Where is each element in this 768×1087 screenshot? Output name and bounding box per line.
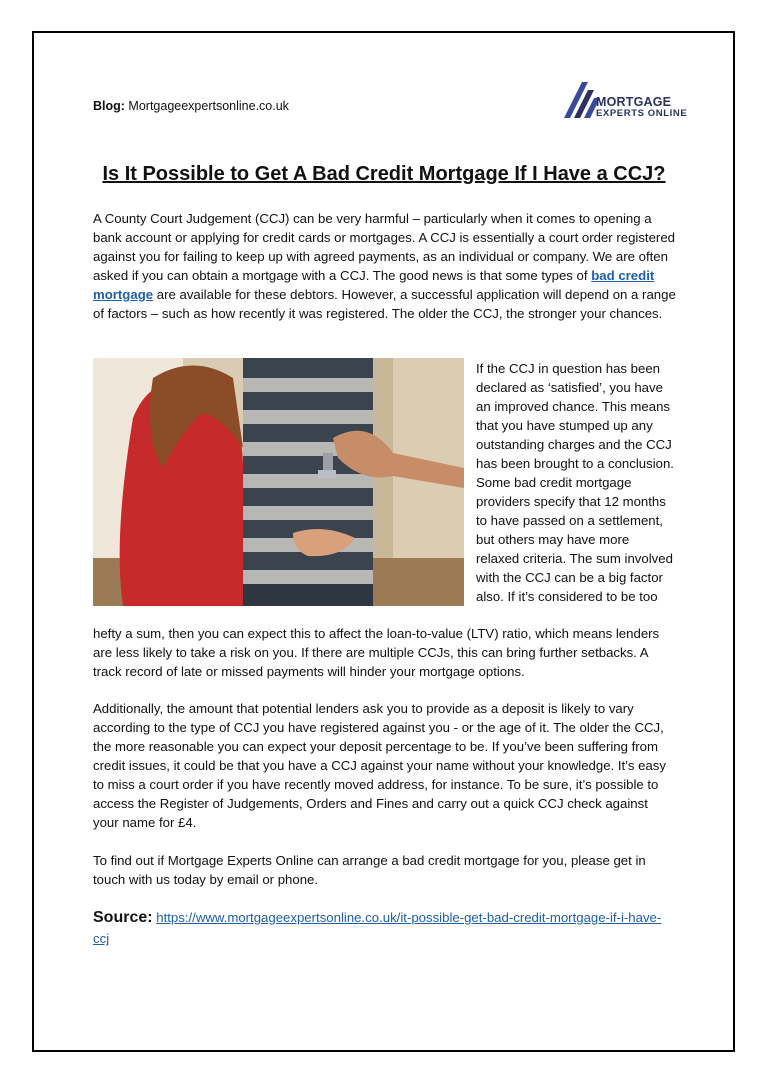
source-label: Source: bbox=[93, 909, 153, 926]
paragraph-deposit: Additionally, the amount that potential lenders ask you to provide as a deposit is likely to vary according to the type of CCJ you have registered against you - or the age of it. The older the CCJ, the more reasonable you can expect your deposit percentage to be. If you’ve been suffering from credit issues, it could be that you have a CCJ against your name without your knowledge. It’s easy to miss a court order if you have recently moved address, for instance. To be sure, it’s possible to access the Register of Judgements, Orders and Fines and carry out a quick CCJ check against your name for £4. bbox=[93, 701, 666, 830]
paragraph-ltv: hefty a sum, then you can expect this to affect the loan-to-value (LTV) ratio, which means lenders are less likely to take a risk on you. If there are multiple CCJs, this can bring further setbacks. A track record of late or missed payments will hinder your mortgage options. bbox=[93, 626, 660, 679]
company-logo bbox=[562, 80, 688, 120]
blog-header bbox=[93, 99, 289, 113]
blog-label: Blog: bbox=[93, 99, 125, 113]
source-link[interactable]: https://www.mortgageexpertsonline.co.uk/it-possible-get-bad-credit-mortgage-if-i-have-ccj bbox=[93, 910, 662, 946]
paragraph-contact: To find out if Mortgage Experts Online can arrange a bad credit mortgage for you, please get in touch with us today by email or phone. bbox=[93, 853, 646, 887]
source-line bbox=[93, 907, 676, 949]
couple-with-keys-photo bbox=[93, 358, 464, 606]
paragraph-satisfied-ccj: If the CCJ in question has been declared as ‘satisfied’, you have an improved chance. This means that you have stumped up any outstanding charges and the CCJ has been brought to a conclusion. Some bad credit mortgage providers specify that 12 months to have passed on a settlement, but others may have more relaxed criteria. The sum involved with the CCJ can be a big factor also. If it’s considered to be too bbox=[476, 361, 674, 604]
intro-text-end: are available for these debtors. However, a successful application will depend on a range of factors – such as how recently it was registered. The older the CCJ, the stronger your chances. bbox=[93, 287, 676, 321]
bad-credit-mortgage-link[interactable]: bad credit mortgage bbox=[93, 268, 655, 302]
blog-site: Mortgageexpertsonline.co.uk bbox=[128, 99, 289, 113]
logo-line-1: MORTGAGE bbox=[596, 95, 672, 109]
logo-line-2: EXPERTS ONLINE bbox=[596, 108, 688, 119]
paragraph-intro bbox=[93, 209, 676, 323]
intro-text-start: A County Court Judgement (CCJ) can be very harmful – particularly when it comes to opening a bank account or applying for credit cards or mortgages. A CCJ is essentially a court order registered against you for failing to keep up with agreed payments, as an individual or company. We are often asked if you can obtain a mortgage with a CCJ. The good news is that some types of bbox=[93, 211, 675, 283]
article-title: Is It Possible to Get A Bad Credit Mortgage If I Have a CCJ? bbox=[102, 163, 666, 185]
